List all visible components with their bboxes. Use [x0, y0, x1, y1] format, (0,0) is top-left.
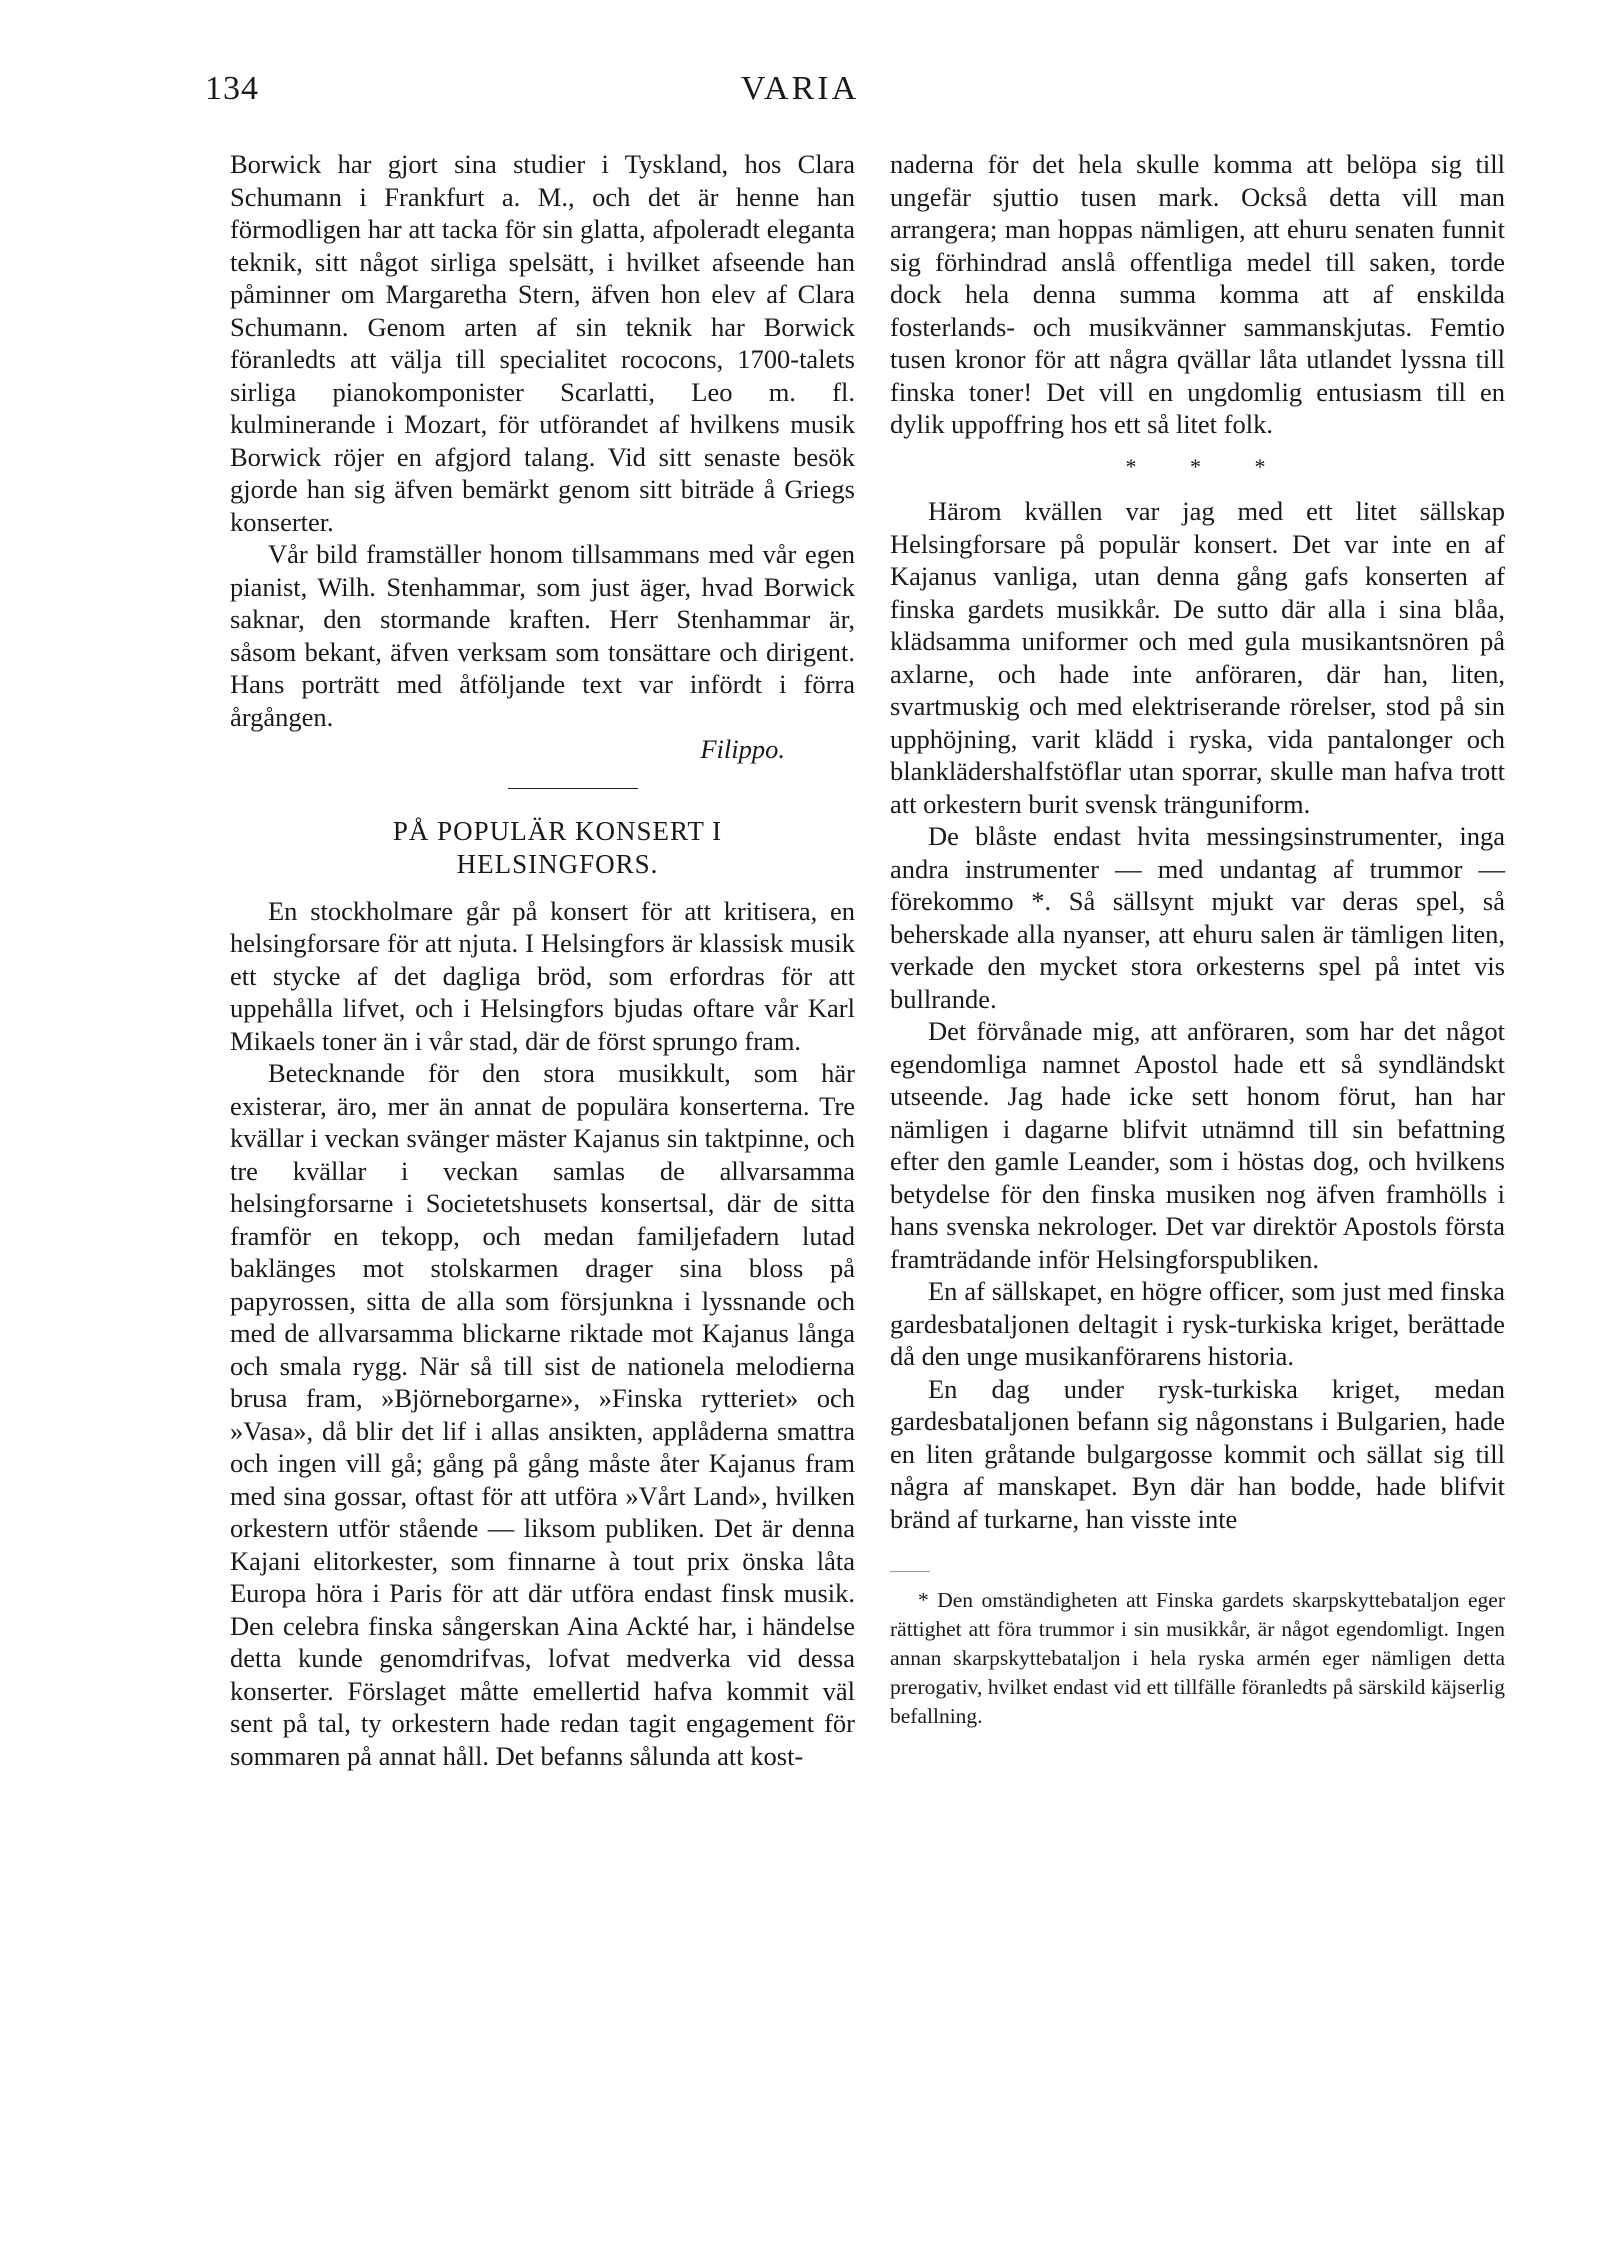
paragraph: De blåste endast hvita messingsinstrumenter, inga andra instrumenter — med undantag af trummor — förekommo *. Så sällsynt mjukt var deras spel, så beherskade alla nyanser, att ehuru salen är tämligen liten, verkade den mycket stora orkesterns spel på intet vis bullrande.: [890, 821, 1505, 1014]
paragraph: naderna för det hela skulle komma att belöpa sig till ungefär sjuttio tusen mark. Också detta vill man arrangera; man hoppas nämligen, att ehuru senaten funnit sig förhindrad anslå offentliga medel till saken, torde dock hela denna summa komma att af enskilda fosterlands- och musikvänner sammanskjutas. Femtio tusen kronor för att några qvällar låta utlandet lyssna till finska toner! Det vill en ungdomlig entusiasm till en dylik uppoffring hos ett så litet folk.: [890, 149, 1505, 439]
author-signature: Filippo.: [700, 734, 785, 764]
paragraph: En dag under rysk-turkiska kriget, medan gardesbataljonen befann sig någonstans i Bulgarien, hade en liten gråtande bulgargosse kommit och sällat sig till några af manskapet. Byn där han bodde, hade blifvit bränd af turkarne, han visste inte: [890, 1373, 1505, 1534]
article-title-line: HELSINGFORS.: [456, 848, 659, 879]
paragraph: En af sällskapet, en högre officer, som just med finska gardesbataljonen deltagit i rysk-turkiska kriget, berättade då den unge musikanförarens historia.: [890, 1276, 1505, 1371]
section-divider: [508, 788, 638, 789]
running-head: VARIA: [740, 70, 860, 107]
right-column: [890, 148, 1505, 1731]
footnote: * Den omständigheten att Finska gardets skarpskyttebataljon eger rättighet att föra trummor i sin musikkår, är något egendomligt. Ingen annan skarpskyttebataljon i hela ryska armén eger nämligen detta prerogativ, hvilket endast vid ett tillfälle föranledts på särskild käjserlig befallning.: [890, 1588, 1505, 1728]
section-break-stars: * * *: [1125, 453, 1270, 479]
paragraph: Borwick har gjort sina studier i Tyskland, hos Clara Schumann i Frankfurt a. M., och det är henne han förmodligen har att tacka för sin glatta, afpoleradt eleganta teknik, sitt något sirliga spelsätt, i hvilket afseende han påminner om Margaretha Stern, äfven hon elev af Clara Schumann. Genom arten af sin teknik har Borwick föranledts att välja till specialitet rococons, 1700-talets sirliga pianokomponister Scarlatti, Leo m. fl. kulminerande i Mozart, för utförandet af hvilkens musik Borwick röjer en afgjord talang. Vid sitt senaste besök gjorde han sig äfven bemärkt genom sitt biträde å Griegs konserter.: [230, 149, 855, 537]
paragraph: Härom kvällen var jag med ett litet sällskap Helsingforsare på populär konsert. Det var inte en af Kajanus vanliga, utan denna gång gafs konserten af finska gardets musikkår. De sutto där alla i sina blåa, klädsamma uniformer och med gula musikantsnören på axlarne, och hade inte anföraren, där han, liten, svartmuskig och med elektriserande rörelser, stod på sin upphöjning, varit klädd i ryska, vida pantalonger och blanklädershalfstöflar utan sporrar, skulle man hafva trott att orkestern burit svensk tränguniform.: [890, 496, 1505, 819]
paragraph: Det förvånade mig, att anföraren, som har det något egendomliga namnet Apostol hade ett så syndländskt utseende. Jag hade icke sett honom förut, han har nämligen i dagarne blifvit utnämnd till sin befattning efter den gamle Leander, som i höstas dog, och hvilkens betydelse för den finska musiken nog äfven framhölls i hans svenska nekrologer. Det var direktör Apostols första framträdande inför Helsingforspubliken.: [890, 1016, 1505, 1274]
paragraph: En stockholmare går på konsert för att kritisera, en helsingforsare för att njuta. I Helsingfors är klassisk musik ett stycke af det dagliga bröd, som erfordras för att uppehålla lifvet, och i Helsingfors bjudas oftare vår Karl Mikaels toner än i vår stad, där de först sprungo fram.: [230, 895, 855, 1056]
paragraph: Vår bild framställer honom tillsammans med vår egen pianist, Wilh. Stenhammar, som just äger, hvad Borwick saknar, den stormande kraften. Herr Stenhammar är, såsom bekant, äfven verksam som tonsättare och dirigent. Hans porträtt med åtföljande text var infördt i förra årgången.: [230, 539, 855, 732]
left-column: [230, 148, 855, 1772]
footnote-separator: [890, 1571, 930, 1572]
page-number: 134: [205, 70, 259, 107]
paragraph: Betecknande för den stora musikkult, som här existerar, äro, mer än annat de populära konserterna. Tre kvällar i veckan svänger mäster Kajanus sin taktpinne, och tre kvällar i veckan samlas de allvarsamma helsingforsarne i Societetshusets konsertsal, där de sitta framför en tekopp, och medan familjefadern lutad baklänges mot stolskarmen drager sina bloss på papyrossen, sitta de alla som försjunkna i lyssnande och med de allvarsamma blickarne riktade mot Kajanus långa och smala rygg. När så till sist de nationela melodierna brusa fram, »Björneborgarne», »Finska rytteriet» och »Vasa», då blir det lif i allas ansikten, applåderna smattra och ingen vill gå; gång på gång måste åter Kajanus fram med sina gossar, oftast för att utföra »Vårt Land», hvilken orkestern utför stående — liksom publiken. Det är denna Kajani elitorkester, som finnarne à tout prix önska låta Europa höra i Paris för att där utföra endast finsk musik. Den celebra finska sångerskan Aina Ackté har, i händelse detta kunde genomdrifvas, lofvat medverka vid dessa konserter. Förslaget måtte emellertid hafva kommit väl sent på tal, ty orkestern hade redan tagit engagement för sommaren på annat håll. Det befanns sålunda att kost-: [230, 1058, 855, 1771]
article-title-line: PÅ POPULÄR KONSERT I: [392, 815, 723, 846]
article-title: [230, 815, 855, 881]
